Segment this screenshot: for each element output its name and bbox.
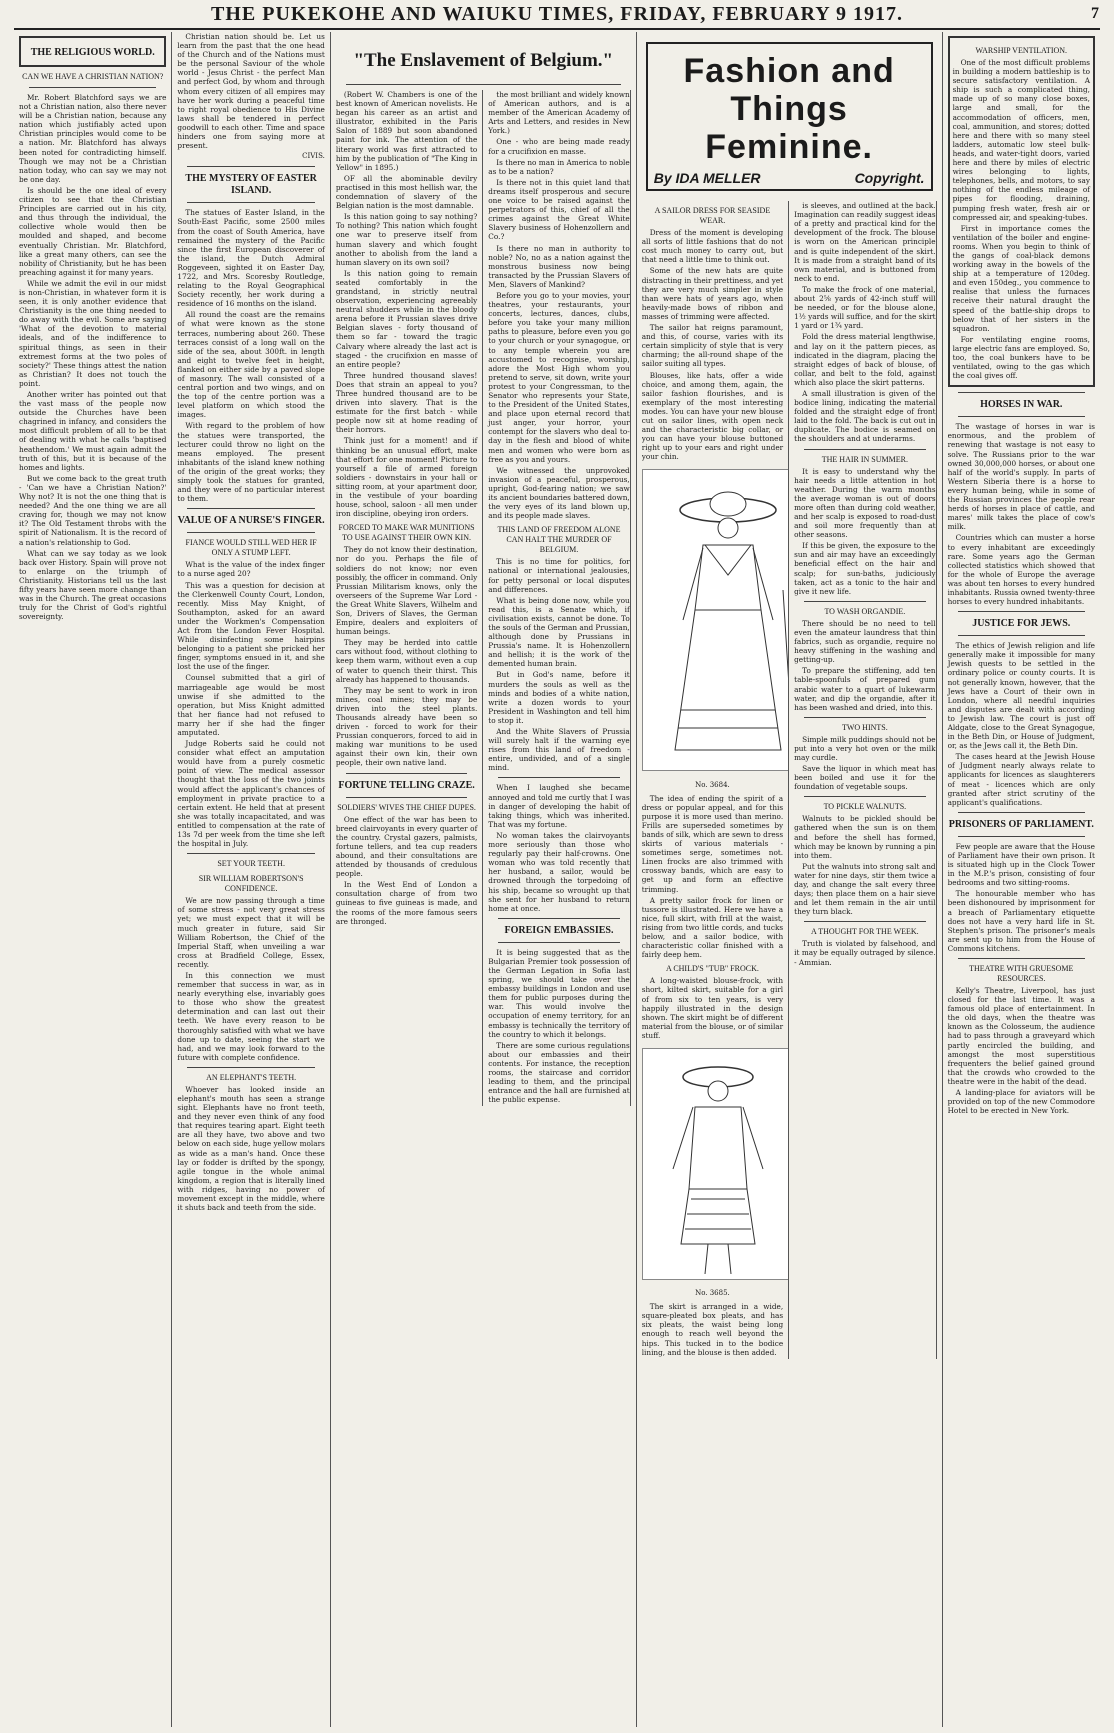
fashion-left [642, 201, 789, 1359]
paragraph: While we admit the evil in our midst is non-Christian, in whatever form it is seen, it is only another evidence that Christianity is the one thing needed to do away with the evil. Some are saying 'What of the devotion to material ideals, and of the indifference to spiritual things, as seen in their extremest forms at the two poles of society?' These things attest the nation as Christian? It does not touch the point. [19, 278, 167, 388]
column-fashion [637, 32, 943, 1727]
article-headline-easter-island: THE MYSTERY OF EASTER ISLAND. [185, 173, 317, 197]
article-subhead: FORCED TO MAKE WAR MUNITIONS TO USE AGAINST THEIR OWN KIN. [338, 523, 475, 543]
fashion-author: By IDA MELLER [653, 170, 761, 186]
article-subhead: SOLDIERS' WIVES THE CHIEF DUPES. [337, 802, 476, 812]
paragraph: Is there not in this quiet land that dreams itself prosperous and secure one voice to be raised against the perpetrators of this, chief of all the crimes against the Great White Slavery business of Hohenzollern and Co.? [488, 177, 630, 242]
paragraph: With regard to the problem of how the statues were transported, the lecturer could throw no light on the means employed. The present inhabitants of the island knew nothing of the origin of the great works; they simply took the statues for granted, and they were of no particular interest to them. [177, 421, 325, 504]
article-headline-theatre: THEATRE WITH GRUESOME RESOURCES. [969, 963, 1074, 983]
paragraph: They may be herded into cattle cars without food, without clothing to keep them warm, without even a cup of water to quench their thirst. This already has happened to thousands. [335, 638, 478, 684]
section-title: THE RELIGIOUS WORLD. [30, 47, 155, 58]
paragraph: The idea of ending the spirit of a dress or popular appeal, and for this purpose it is more used than merino. Frills are superseded sometimes by bands of silk, which are sewn to dress skirts of various materials - sometimes serge, sometimes not. Linen frocks are also trimmed with crossway bands, which are easy to get up and form an effective trimming. [641, 793, 784, 894]
paragraph: If this be given, the exposure to the sun and air may have an exceedingly beneficial effect on the hair and scalp; for sun-baths, judiciously taken, act as a tonic to the hair and give it new life. [794, 541, 936, 596]
paragraph: What is the value of the index finger to a nurse aged 20? [177, 560, 325, 579]
paragraph: They may be sent to work in iron mines, coal mines; they may be driven into the steel plants. Thousands already have been so driven - forced to work for their Prussian conquerors, forced to aid in making war munitions to be used against their own kin, their own people, their own native land. [335, 685, 478, 768]
article-headline-jews: JUSTICE FOR JEWS. [972, 618, 1071, 630]
article-headline-horses: HORSES IN WAR. [980, 399, 1063, 411]
article-subhead: TWO HINTS. [841, 722, 888, 732]
paragraph: It is being suggested that as the Bulgarian Premier took possession of the German Legation in Sofia last spring, we should take over the embassy buildings in London and use them for public purposes during the war. This would involve the occupation of enemy territory, for an embassy is technically the territory of the country to which it belongs. [488, 947, 630, 1039]
paragraph: Countries which can muster a horse to every inhabitant are exceedingly rare. Some years ago the German collected statistics which showed that for the whole of Europe the average was about ten horses to every hundred inhabitants. Russia owned twenty-three horses to every hundred inhabitants. [947, 533, 1095, 607]
fashion-title: Fashion and Things Feminine. [683, 52, 895, 166]
paragraph: The ethics of Jewish religion and life generally make it impossible for many Jewish quests to be settled in the ordinary police or county courts. It is not generally known, however, that the Jews have a Court of their own in London, where all needful inquiries and disputes are dealt with according to Jewish law. The court is just off Aldgate, close to the Great Synagogue, in the Beth Din, or House of Judgment, or, as the Jews call it, the Beth Din. [947, 641, 1095, 751]
article-headline-nurse-finger: VALUE OF A NURSE'S FINGER. [177, 515, 325, 527]
paragraph: The statues of Easter Island, in the South-East Pacific, some 2500 miles from the coast of South America, have remained the mystery of the Pacific since the first European discoverer of the island, the Dutch Admiral Roggeveen, sighted it on Easter Day, 1722, and Mrs. Scoresby Routledge, relating to the Royal Geographical Society recently, her work during a residence of 16 months on the island. [177, 208, 325, 309]
paragraph: This was a question for decision at the Clerkenwell County Court, London, recently. Miss May Knight, of Southampton, asked for an award under the Workmen's Compensation Act from the London Fever Hospital. While disinfecting some hairpins belonging to a patient she pricked her finger, symptoms ensued in it, and she lost the use of the finger. [177, 580, 325, 672]
article-subhead: TO PICKLE WALNUTS. [823, 802, 907, 812]
article-subhead: A THOUGHT FOR THE WEEK. [811, 927, 919, 937]
paragraph: All round the coast are the remains of what were known as the stone terraces, numbering about 260. These terraces consist of a long wall on the side of the sea, about 300ft. in length and eight to twelve feet in height, flanked on either side by a paved slope of masonry. The wall consisted of a central portion and two wings, and on the top of the centre portion was a level platform on which stood the images. [177, 310, 325, 420]
paragraph: The wastage of horses in war is enormous, and the problem of renewing that wastage is not easy to solve. The Russians prior to the war owned 30,000,000 horses, or about one half of the world's supply. In parts of Western Siberia there is a horse to every human being, while in some of the Russian provinces the people rear herds of horses in place of cattle, and mares' milk takes the place of cow's milk. [947, 422, 1095, 532]
paragraph: The cases heard at the Jewish House of Judgment nearly always relate to applicants for licences as slaughterers of meat - licences which are only granted after strict scrutiny of the applicant's qualifications. [947, 752, 1095, 807]
paragraph: It is easy to understand why the hair needs a little attention in hot weather. During the warm months the average woman is out of doors more often than during cold weather, and her scalp is exposed to road-dust and soil more frequently than at other seasons. [794, 466, 936, 540]
article-subhead: A CHILD'S "TUB" FROCK. [665, 964, 759, 974]
paragraph: There should be no need to tell even the amateur laundress that thin fabrics, such as organdie, require no heavy stiffening in the washing and getting-up. [794, 618, 936, 665]
article-headline-set-teeth: SET YOUR TEETH. [217, 859, 285, 869]
paragraph: the most brilliant and widely known of American authors, and is a member of the American Academy of Arts and Letters, and resides in New York.) [488, 90, 630, 136]
paragraph: In the West End of London a consultation charge of from two guineas to five guineas is made, and the rooms of the more famous seers are thronged. [335, 880, 478, 926]
sailor-dress-illustration [642, 469, 789, 771]
paragraph: Another writer has pointed out that the vast mass of the people now outside the Churches have been chagrined in infancy, and considers the most difficult problem of all to be that of dealing with what he calls 'baptised heathendom.' We must again admit the truth of this, but it is because of the homes and lights. [19, 390, 167, 472]
article-headline-fortune: FORTUNE TELLING CRAZE. [338, 779, 475, 791]
paragraph: No woman takes the clairvoyants more seriously than those who regularly pay their half-crowns. One woman who was told recently that her husband, a sailor, would be drowned through the torpedoing of his ship, became so wrought up that she sent for her husband to return home at once. [488, 830, 630, 913]
paragraph: A pretty sailor frock for linen or tussore is illustrated. Here we have a nice, full skirt, with frill at the waist, rising from two little cords, and tucks below, and a sailor bodice, with characteristic collar finished with a fairly deep hem. [641, 895, 784, 960]
article-subhead: FIANCE WOULD STILL WED HER IF ONLY A STUMP LEFT. [185, 538, 317, 558]
paragraph: Mr. Robert Blatchford says we are not a Christian nation, also there never will be a Christian nation, because any nation which justifiably acted upon Christian principles would come to be a nation. Mr. Blatchford has always been noted for contradicting himself. Though we may not be a Christian nation today, who can say we may not be one day. [19, 93, 167, 184]
paragraph: The skirt is arranged in a wide, square-pleated box pleats, and has six pleats, the waist being long enough to reach well beyond the hips. This tucked in to the bodice lining, and the blouse is then added. [641, 1302, 784, 1357]
warship-box [948, 36, 1095, 387]
illustration-caption: No. 3684. [695, 780, 730, 789]
paragraph: To prepare the stiffening, add ten table-spoonfuls of prepared gum arabic water to a quart of lukewarm water, and dip the organdie, after it has been washed and dried, into this. [794, 666, 936, 712]
article-headline-prisoners: PRISONERS OF PARLIAMENT. [948, 818, 1094, 830]
paragraph: Think just for a moment! and if thinking be an unusual effort, make that effort for one moment! Picture to yourself a file of armed foreign soldiers - downstairs in your hall or sitting room, at your apartment door, in the vestibule of your boarding house, school, saloon - all men under iron discipline, obeying iron orders. [335, 436, 478, 519]
childs-frock-illustration [642, 1048, 789, 1280]
paragraph: We are now passing through a time of some stress - not very great stress yet; we must expect that it will be much greater in future, said Sir William Robertson, the Chief of the Imperial Staff, when unveiling a war cross at Bradfield College, Essex, recently. [177, 896, 325, 969]
paragraph: Whoever has looked inside an elephant's mouth has seen a strange sight. Elephants have no front teeth, and they never even think of any food that requires tearing apart. Eight teeth are all they have, two above and two below on each side, huge yellow molars as wide as a man's hand. Once these lay or fodder is drifted by the spongy, agile tongue in the whole animal kingdom, a region that is literally lined with ridges, having no power of movement except in the middle, where it shuts back and teeth from the side. [177, 1084, 325, 1213]
masthead [14, 0, 1100, 30]
paragraph: The sailor hat reigns paramount, and this, of course, varies with its certain simplicity of style that is very charming; the all-round shape of the sailor suiting all types. [641, 323, 784, 369]
paragraph: One of the most difficult problems in building a modern battleship is to secure satisfactory ventilation. A ship is such a complicated thing, made up of so many close boxes, large and small, for the accommodation of officers, men, coal, ammunition, and stores; dotted here and there with so many steel ladders, automatic low steel bulk-heads, and water-tight doors, varied here and there by miles of electric wires belonging to lights, telephones, bells, and motors, to say nothing of the endless mileage of pipes for flooding, draining, pumping fresh water, fresh air or compressed air, and speaking-tubes. [952, 58, 1090, 222]
paragraph: Fold the dress material lengthwise, and lay on it the pattern pieces, as indicated in the diagram, placing the straight edges of back of blouse, of collar, and belt to the fold, against which also place the skirt patterns. [794, 332, 936, 387]
paragraph: What can we say today as we look back over History. Spain will prove not to enlarge on the triumph of Christianity. Historians tell us the last fifty years have seen more change than was in the Church. The great occasions truly for the Christ of God's rightful sovereignty. [19, 548, 167, 622]
columns [14, 32, 1100, 1727]
column-two [172, 32, 330, 1727]
paragraph: Kelly's Theatre, Liverpool, has just closed for the last time. It was a famous old place of entertainment. In the old days, when the theatre was known as the Colosseum, the audience had to pass through a graveyard which partly encircled the building, and amongst the most superstitious frequenters the belief gained ground that the crowds who crowded to the theatre were in the habit of the dead. [947, 985, 1095, 1086]
paragraph: Is this nation going to remain seated comfortably in the grandstand, in strictly neutral observation, experiencing agreeably neutral shudders while in the bloody arena before it Prussian slaves drive Belgian slaves - forty thousand of them so far - toward the tragic Calvary where already the last act is staged - the crucifixion en masse of an entire people? [335, 268, 478, 369]
article-headline-embassies: FOREIGN EMBASSIES. [504, 924, 614, 936]
article-headline-elephant: AN ELEPHANT'S TEETH. [206, 1072, 297, 1082]
belgium-left [336, 90, 483, 1106]
column-belgium [331, 32, 637, 1727]
paragraph: Truth is violated by falsehood, and it may be equally outraged by silence. - Ammian. [794, 939, 936, 967]
paragraph: A small illustration is given of the bodice lining, indicating the material folded and the straight edge of front laid to the fold. The back is cut out in duplicate. The bodice is seamed on the shoulders and at underarms. [794, 388, 936, 444]
column-seven [943, 32, 1100, 1727]
page-number: 7 [1091, 5, 1100, 22]
article-subhead: A SAILOR DRESS FOR SEASIDE WEAR. [654, 206, 771, 226]
paragraph: A long-waisted blouse-frock, with short, kilted skirt, suitable for a girl of from six to ten years, is very happily illustrated in the design shown. The skirt might be of different material from the blouse, or of similar stuff. [641, 976, 784, 1040]
paragraph: Is there no man in America to noble as to be a nation? [488, 157, 630, 176]
fashion-header [646, 42, 933, 191]
paragraph: Is there no man in authority to noble? No, no as a nation against the monstrous business now being transacted by the Prussian Slavers of Men, Slavers of Mankind? [488, 243, 630, 289]
paragraph: Is this nation going to say nothing? To nothing? This nation which fought one war to preserve itself from human slavery and which fought another to abolish from the land a human slavery on its own soil? [335, 212, 478, 267]
fashion-byline-row [653, 170, 925, 186]
article-subhead: THE HAIR IN SUMMER. [821, 454, 908, 464]
paragraph: Judge Roberts said he could not consider what effect an amputation would have from a purely cosmetic point of view. The medical assessor thought that the loss of the two joints would affect the applicant's chances of employment in private practice to a certain extent. He held that at present she was totally incapacitated, and was entitled to compensation at the rate of 13s 7d per week from the time she left the hospital in July. [177, 739, 325, 849]
article-headline: CAN WE HAVE A CHRISTIAN NATION? [22, 72, 164, 81]
signature: CIVIS. [302, 152, 325, 161]
paragraph: When I laughed she became annoyed and told me curtly that I was in danger of developing the habit of taking things, which was inherited. That was my fortune. [488, 783, 630, 829]
paragraph: Few people are aware that the House of Parliament have their own prison. It is situated high up in the Clock Tower in the M.P.'s prison, consisting of four bedrooms and two sitting-rooms. [947, 841, 1095, 888]
paragraph: For ventilating engine rooms, large electric fans are employed. So, too, the coal bunkers have to be ventilated, owing to the gas which the coal gives off. [952, 334, 1090, 381]
paragraph: A landing-place for aviators will be provided on top of the new Commodore Hotel to be erected in New York. [947, 1088, 1095, 1116]
belgium-right [483, 90, 630, 1106]
article-subhead: TO WASH ORGANDIE. [824, 606, 906, 616]
paragraph: This is no time for politics, for national or international jealousies, for petty personal or local disputes and differences. [488, 557, 630, 594]
fashion-right [789, 201, 936, 1359]
paragraph: Three hundred thousand slaves! Does that strain an appeal to you? Three hundred thousand are to be driven into slavery. That is the estimate for the first batch - while people now sit at home reading of their horrors. [335, 370, 478, 435]
paragraph: Is should be the one ideal of every citizen to see that the Christian Principles are carried out in his city, and thus through the individual, the collective whole would then be moulded and shaped, and become eventually Christian. Mr. Blatchford, like a great many others, can see the nobility of Christianity, but he has been preaching against it for many years. [19, 185, 167, 277]
article-headline-belgium: "The Enslavement of Belgium." [353, 50, 614, 71]
paragraph: There are some curious regulations about our embassies and their contents. For instance, the reception rooms, the staircase and corridor leading to them, and the principal entrance and the hall are furnished at the public expense. [488, 1040, 630, 1105]
paragraph: OF all the abominable devilry practised in this most hellish war, the condemnation of slavery of the Belgian nation is the most damnable. [335, 173, 478, 211]
paragraph: In this connection we must remember that success in war, as in nearly everything else, invariably goes to those who show the greatest determination and can last out their teeth. We have every reason to be thoroughly satisfied with what we have done up to date, seeing the start we had, and we may look forward to the future with complete confidence. [177, 970, 325, 1062]
paragraph: The honourable member who has been dishonoured by imprisonment for a breach of Parliamentary etiquette does not have a very hard life in St. Stephen's prison. The prisoner's meals are sent up to him from the House of Commons kitchens. [947, 889, 1095, 953]
masthead-title: THE PUKEKOHE AND WAIUKU TIMES, FRIDAY, FEBRUARY 9 1917. [211, 2, 903, 25]
section-box [19, 36, 166, 67]
article-subhead: SIR WILLIAM ROBERTSON'S CONFIDENCE. [198, 874, 304, 894]
paragraph: Save the liquor in which meat has been boiled and use it for the foundation of vegetable soups. [794, 764, 936, 792]
paragraph: Before you go to your movies, your theatres, your restaurants, your concerts, lectures, dances, clubs, before you take your many million paths to pleasure, before even you go to your church or your synagogue, or to any temple wherein you are accustomed to recognise, worship, adore the Most High whom you pretend to serve, sit down, write your protest to your Congressman, to the Senator who represents your State, to the President of the United States, and place upon eternal record that just anger, your horror, your contempt for the slavers who deal to-day in the flesh and blood of white men and women who were born as free as you and yours. [488, 290, 630, 464]
article-headline-warship: WARSHIP VENTILATION. [975, 46, 1068, 55]
paragraph: One - who are being made ready for a crucifixion en masse. [488, 137, 630, 156]
paragraph: Christian nation should be. Let us learn from the past that the one head of the Church and of the Nations must be the personal Saviour of the whole world - Jesus Christ - the perfect Man and perfect God, by whom and through whom every citizen of all empires may have her work during a peaceful time to right royal obedience to His Divine laws shall be tendered in perfect goodwill to each other. Time and space hinders one from saying more at present. [177, 32, 325, 151]
article-subhead: THIS LAND OF FREEDOM ALONE CAN HALT THE MURDER OF BELGIUM. [497, 525, 621, 555]
paragraph: Walnuts to be pickled should be gathered when the sun is on them and before the shell has formed, which may be known by running a pin into them. [794, 814, 936, 860]
paragraph: But in God's name, before it murders the souls as well as the minds and bodies of a white nation, write a dozen words to your President in Washington and tell him to stop it. [488, 670, 630, 725]
paragraph: Some of the new hats are quite distracting in their prettiness, and yet they are very much simpler in style than were hats of years ago, when heavily-made bows of ribbon and masses of trimming were affected. [641, 266, 784, 321]
column-religious-world [14, 32, 172, 1727]
paragraph: They do not know their destination, nor do you. Perhaps the file of soldiers do not know; nor even possibly, the officer in command. Only Prussian Militarism knows, only the overseers of the Supreme War Lord - the Great White Slavers, Wilhelm and Son, Drivers of Slaves, the German Empire, dealers and exploiters of human beings. [335, 545, 478, 637]
paragraph: To make the frock of one material, about 2⅝ yards of 42-inch stuff will be needed, or for the blouse alone, 1½ yards will suffice, and for the skirt 1 yard or 1¾ yard. [794, 284, 936, 331]
paragraph: And the White Slavers of Prussia will surely halt if the warning eye rises from this land of freedom - entire, undivided, and of a single mind. [488, 727, 630, 773]
paragraph: Put the walnuts into strong salt and water for nine days, stir them twice a day, and change the salt every three days; then place them on a hair sieve and let them remain in the air until they turn black. [794, 861, 936, 917]
paragraph: But we come back to the great truth - 'Can we have a Christian Nation?' Why not? It is not the one thing that is needed? And the one thing we are all craving for, though we may not know it? The Old Testament throbs with the spirit of Nationalism. It is the record of a nation's relationship to God. [19, 473, 167, 547]
paragraph: Dress of the moment is developing all sorts of little fashions that do not cost much money to carry out, but that need a little time to think out. [641, 228, 784, 265]
paragraph: Counsel submitted that a girl of marriageable age would be most unwise if she admitted to the operation, but Miss Knight admitted that her fiance had not refused to marry her if she had the finger amputated. [177, 673, 325, 737]
paragraph: Blouses, like hats, offer a wide choice, and among them, again, the sailor fashion flourishes, and is exemplary of the most interesting modes. You can have your new blouse cut on sailor lines, with open neck and the characteristic big collar, or you can have your blouse buttoned right up to your ears and right under your chin. [641, 370, 784, 462]
fashion-subcolumns [642, 201, 937, 1359]
belgium-subcolumns [336, 90, 631, 1106]
fashion-copyright: Copyright. [854, 170, 925, 186]
paragraph: We witnessed the unprovoked invasion of a peaceful, prosperous, upright, God-fearing nation; we saw its ancient boundaries battered down, the very eyes of its land blown up, and its people made slaves. [488, 465, 630, 521]
paragraph: One effect of the war has been to breed clairvoyants in every quarter of the country. Crystal gazers, palmists, fortune tellers, and tea cup readers abound, and their consultations are attended by thousands of credulous people. [335, 814, 478, 879]
byline: (Robert W. Chambers is one of the best known of American novelists. He began his career as an artist and illustrator, exhibited in the Paris Salon of 1889 but soon abandoned paint for ink. The attention of the literary world was first attracted to him by the publication of "The King in Yellow" in 1895.) [335, 90, 478, 172]
paragraph: is sleeves, and outlined at the back. Imagination can readily suggest ideas of a pretty and practical kind for the development of the frock. The blouse is worn on the American principle and is quite independent of the skirt. It is made from a straight band of its own material, and is buttoned from neck to end. [794, 201, 936, 283]
paragraph: First in importance comes the ventilation of the boiler and engine-rooms. When you begin to think of the gangs of coal-black demons working away in the bowels of the ship at a temperature of 120deg. and even 150deg., you commence to realise that unless the furnaces receive their natural draught the speed of the battle-ship drops to below that of her sisters in the squadron. [952, 223, 1090, 333]
paragraph: Simple milk puddings should not be put into a very hot oven or the milk may curdle. [794, 734, 936, 762]
paragraph: What is being done now, while you read this, is a Senate which, if civilisation exists, cannot be done. To the souls of the German and Prussian, although done by Prussians in Prussia's name. It is Hohenzollern and hellish; it is the work of the demented human brain. [488, 595, 630, 669]
illustration-caption: No. 3685. [695, 1289, 730, 1298]
